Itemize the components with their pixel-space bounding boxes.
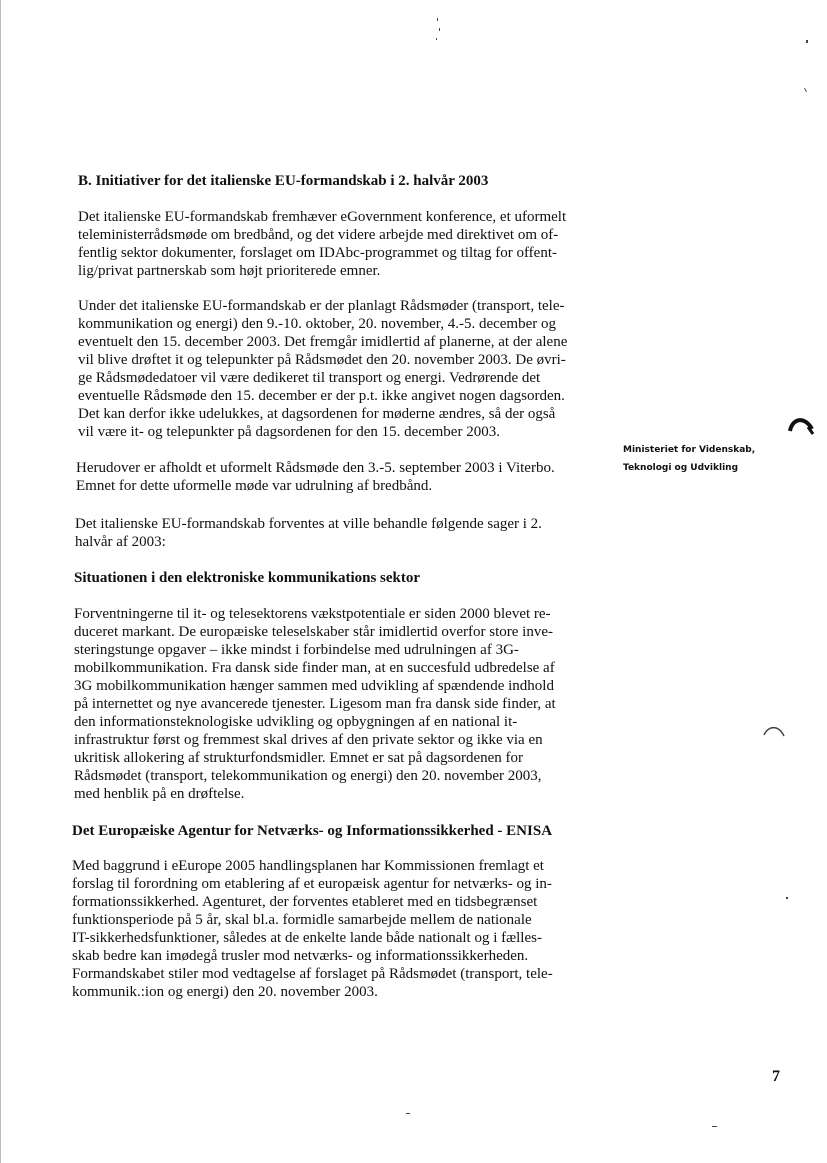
scan-speck — [804, 88, 807, 92]
text-line: eventuelle Rådsmøde den 15. december er der p.t. ikke angivet nogen dagsorden. — [78, 388, 565, 404]
text-line: lig/privat partnerskab som højt prioriterede emner. — [78, 263, 381, 279]
paragraph-enisa — [72, 857, 592, 1001]
text-line: Formandskabet stiler mod vedtagelse af forslaget på Rådsmødet (transport, tele- — [72, 966, 553, 982]
text-line: Forventningerne til it- og telesektorens vækstpotentiale er siden 2000 blevet re- — [74, 606, 551, 622]
scan-speck — [439, 28, 440, 31]
text-line: IT-sikkerhedsfunktioner, således at de enkelte lande både nationalt og i fælles- — [72, 930, 542, 946]
text-line: Det italienske EU-formandskab fremhæver eGovernment konference, et uformelt — [78, 209, 567, 225]
text-line: Rådsmødet (transport, telekommunikation og energi) den 20. november 2003, — [74, 768, 542, 784]
text-line: ge Rådsmødedatoer vil være dedikeret til transport og energi. Vedrørende det — [78, 370, 541, 386]
paragraph-b-1 — [78, 208, 598, 280]
scan-speck — [436, 38, 437, 40]
text-line: forslag til forordning om etablering af et europæisk agentur for netværks- og in- — [72, 876, 552, 892]
ministry-logo-mark-faint — [762, 723, 788, 741]
ministry-name-sidebar — [623, 441, 793, 477]
text-line: infrastruktur først og fremmest skal drives af den private sektor og ikke via en — [74, 732, 543, 748]
scan-speck — [712, 1126, 717, 1127]
paragraph-b-2 — [78, 297, 598, 441]
scan-speck — [806, 40, 808, 43]
text-line: Med baggrund i eEurope 2005 handlingsplanen har Kommissionen fremlagt et — [72, 858, 544, 874]
text-line: Det kan derfor ikke udelukkes, at dagsordenen for møderne ændres, så der også — [78, 406, 556, 422]
text-line: mobilkommunikation. Fra dansk side finder man, at en succesfuld udbredelse af — [74, 660, 555, 676]
ministry-logo-mark — [786, 413, 816, 435]
text-line: steringstunge opgaver – ikke mindst i forbindelse med udrulningen af 3G- — [74, 642, 519, 658]
text-line: kommunikation og energi) den 9.-10. oktober, 20. november, 4.-5. december og — [78, 316, 556, 332]
scan-speck — [437, 18, 438, 21]
subheading-enisa: Det Europæiske Agentur for Netværks- og Informationssikkerhed - ENISA — [72, 823, 553, 839]
subheading-electronic-communications: Situationen i den elektroniske kommunikations sektor — [74, 570, 421, 586]
paragraph-b-3 — [76, 459, 596, 495]
text-line: 3G mobilkommunikation hænger sammen med udvikling af spændende indhold — [74, 678, 554, 694]
text-line: vil være it- og telepunkter på dagsordenen for den 15. december 2003. — [78, 424, 500, 440]
text-line: Emnet for dette uformelle møde var udrulning af bredbånd. — [76, 478, 433, 494]
scan-speck — [786, 897, 788, 899]
text-line: kommunik.:ion og energi) den 20. november 2003. — [72, 984, 378, 1000]
ministry-name-line-2: Teknologi og Udvikling — [623, 463, 739, 473]
paragraph-electronic-communications — [74, 605, 594, 803]
text-line: duceret markant. De europæiske teleselskaber står imidlertid overfor store inve- — [74, 624, 553, 640]
text-line: Under det italienske EU-formandskab er der planlagt Rådsmøder (transport, tele- — [78, 298, 565, 314]
text-line: ukritisk allokering af strukturfondsmidler. Emnet er sat på dagsordenen for — [74, 750, 524, 766]
text-line: halvår af 2003: — [75, 534, 166, 550]
text-line: Det italienske EU-formandskab forventes at ville behandle følgende sager i 2. — [75, 516, 542, 532]
text-line: teleministerrådsmøde om bredbånd, og det videre arbejde med direktivet om of- — [78, 227, 559, 243]
scan-edge-line — [0, 0, 1, 1163]
scan-speck — [406, 1113, 410, 1114]
text-line: vil blive drøftet it og telepunkter på Rådsmødet den 20. november 2003. De øvri- — [78, 352, 566, 368]
text-line: formationssikkerhed. Agenturet, der forventes etableret med en tidsbegrænset — [72, 894, 538, 910]
text-line: fentlig sektor dokumenter, forslaget om IDAbc-programmet og tiltag for offent- — [78, 245, 557, 261]
text-line: skab bedre kan imødegå trusler mod netværks- og informationssikkerheden. — [72, 948, 529, 964]
text-line: funktionsperiode på 5 år, skal bl.a. formidle samarbejde mellem de nationale — [72, 912, 532, 928]
section-b-title: B. Initiativer for det italienske EU-formandskab i 2. halvår 2003 — [78, 173, 489, 189]
ministry-name-line-1: Ministeriet for Videnskab, — [623, 445, 756, 455]
text-line: med henblik på en drøftelse. — [74, 786, 245, 802]
text-line: eventuelt den 15. december 2003. Det fremgår imidlertid af planerne, at der alene — [78, 334, 568, 350]
paragraph-b-4 — [75, 515, 595, 551]
text-line: Herudover er afholdt et uformelt Rådsmøde den 3.-5. september 2003 i Viterbo. — [76, 460, 555, 476]
text-line: den informationsteknologiske udvikling og opbygningen af en national it- — [74, 714, 518, 730]
page-number: 7 — [772, 1068, 780, 1085]
text-line: på internettet og nye avancerede tjenester. Ligesom man fra dansk side finder, at — [74, 696, 556, 712]
